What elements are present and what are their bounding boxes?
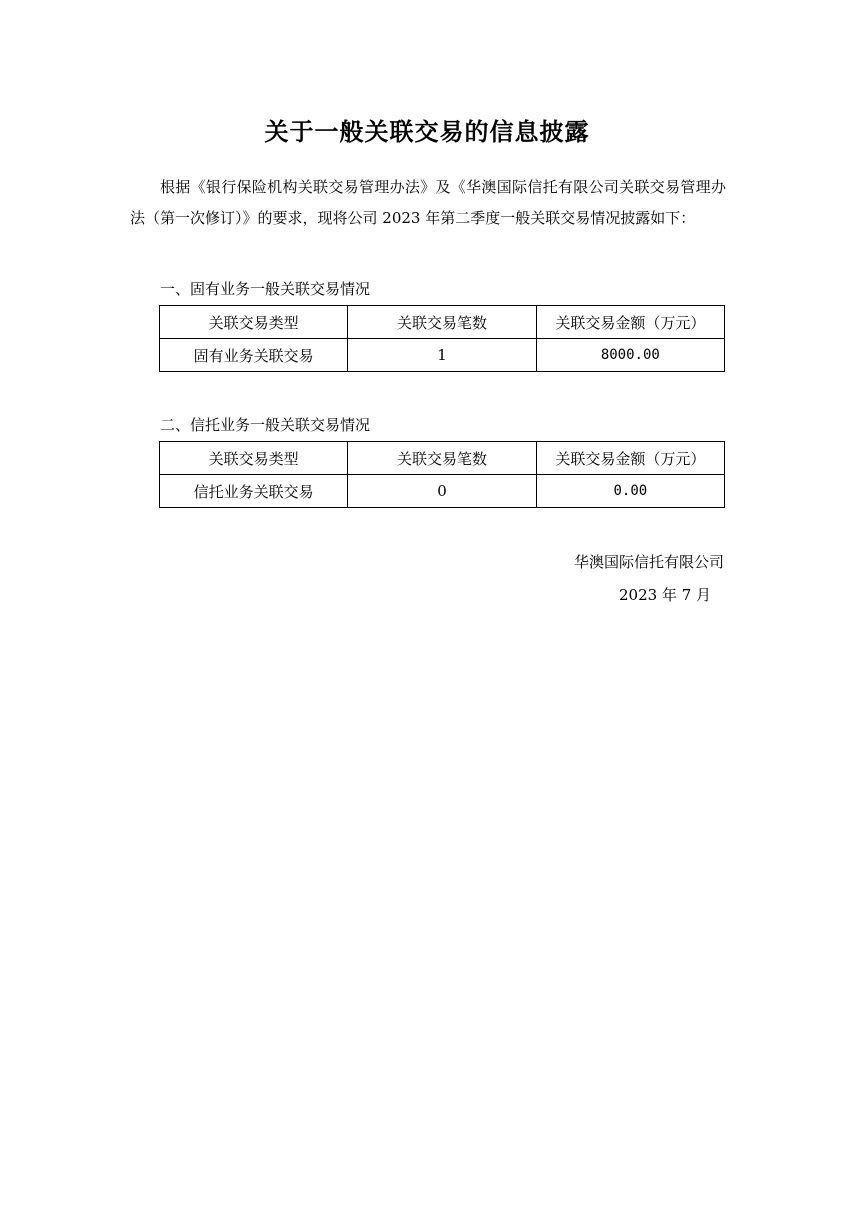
section-heading-proprietary: 一、固有业务一般关联交易情况 (160, 280, 371, 298)
proprietary-transactions-table (159, 305, 725, 372)
trust-transactions-table (159, 441, 725, 508)
page-title: 关于一般关联交易的信息披露 (264, 118, 590, 146)
table-row (160, 339, 725, 372)
section-heading-trust: 二、信托业务一般关联交易情况 (160, 416, 371, 434)
header-count: 关联交易笔数 (348, 306, 536, 339)
table-row (160, 475, 725, 508)
header-type: 关联交易类型 (160, 306, 348, 339)
table-header-row (160, 442, 725, 475)
cell-type: 信托业务关联交易 (160, 475, 348, 508)
header-type: 关联交易类型 (160, 442, 348, 475)
cell-amount: 8000.00 (536, 339, 724, 372)
intro-paragraph: 根据《银行保险机构关联交易管理办法》及《华澳国际信托有限公司关联交易管理办法（第一次修订）》的要求，现将公司 2023 年第二季度一般关联交易情况披露如下： (130, 178, 726, 227)
cell-count: 1 (348, 339, 536, 372)
header-amount: 关联交易金额（万元） (536, 442, 724, 475)
cell-amount: 0.00 (536, 475, 724, 508)
document-date: 2023 年 7 月 (619, 586, 712, 604)
company-signature: 华澳国际信托有限公司 (573, 553, 724, 571)
cell-type: 固有业务关联交易 (160, 339, 348, 372)
table-header-row (160, 306, 725, 339)
cell-count: 0 (348, 475, 536, 508)
header-amount: 关联交易金额（万元） (536, 306, 724, 339)
header-count: 关联交易笔数 (348, 442, 536, 475)
